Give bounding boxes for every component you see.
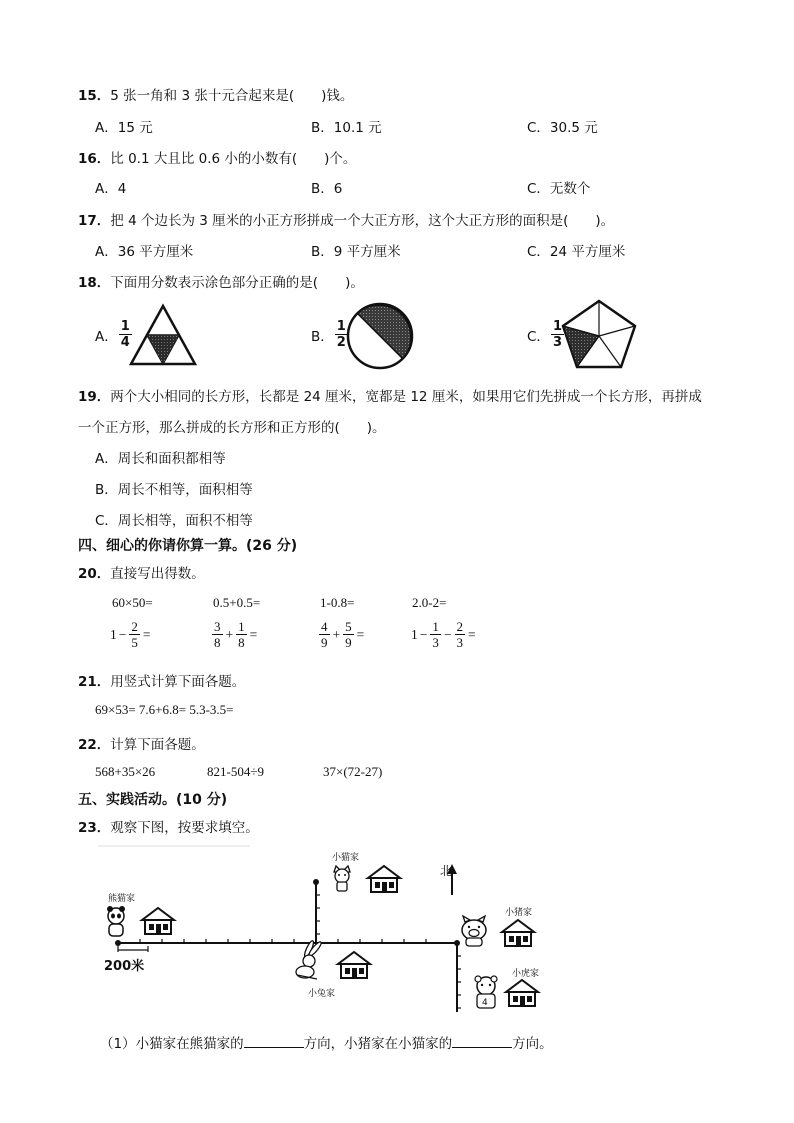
q20-f3-numerator-1: 4 <box>321 619 328 634</box>
q17-option-b[interactable]: B．9 平方厘米 <box>311 244 401 260</box>
map-label-panda: 熊猫家 <box>108 894 136 904</box>
panda-icon <box>107 906 125 936</box>
section-4-heading: 四、细心的你请你算一算。(26 分) <box>78 538 298 554</box>
q18-c-denominator: 3 <box>552 335 562 350</box>
q21-stem <box>78 670 245 690</box>
tiger-icon <box>475 976 497 1008</box>
q18-triangle-figure <box>128 303 198 367</box>
q20-f3-operator: + <box>332 626 341 642</box>
q20-calc-4: 2.0-2= <box>412 595 447 610</box>
q20-f4-denominator-2: 3 <box>456 635 463 650</box>
q18-pentagon-figure <box>560 298 638 370</box>
q20-f4-denominator-1: 3 <box>432 635 439 650</box>
q16-stem <box>78 147 356 167</box>
cat-icon <box>334 866 350 891</box>
tiger-house-icon <box>506 980 538 1006</box>
q20-f4-numerator-2: 2 <box>456 619 463 634</box>
q21-calcs: 69×53= 7.6+6.8= 5.3-3.5= <box>95 702 234 717</box>
q20-fraction-calc-2 <box>211 620 259 649</box>
q18-option-a-letter: A． <box>95 328 118 345</box>
q20-f1-numerator: 2 <box>131 619 138 634</box>
q22-number: 22． <box>78 737 111 753</box>
q16-number: 16． <box>78 151 111 167</box>
rabbit-house-icon <box>338 952 370 978</box>
q20-f1-whole: 1 <box>110 626 117 642</box>
q20-stem <box>78 562 205 582</box>
q19-option-b[interactable]: B．周长不相等，面积相等 <box>95 482 253 498</box>
svg-text:4: 4 <box>482 998 488 1008</box>
q18-circle-figure <box>345 301 415 371</box>
q22-item-3: 37×(72-27) <box>323 764 383 779</box>
map-label-rabbit: 小兔家 <box>308 989 336 999</box>
q18-number: 18． <box>78 275 111 291</box>
q23-stem <box>78 816 259 836</box>
pig-house-icon <box>502 920 534 946</box>
q20-f3-equals: = <box>356 626 365 642</box>
q20-f1-operator: − <box>118 626 127 642</box>
q20-f4-equals: = <box>468 626 476 642</box>
q19-stem-line2: 一个正方形，那么拼成的长方形和正方形的( )。 <box>78 420 386 436</box>
q19-number: 19． <box>78 389 111 405</box>
map-label-cat: 小猫家 <box>332 853 360 863</box>
q19-option-a[interactable]: A．周长和面积都相等 <box>95 451 226 467</box>
q16-option-a[interactable]: A．4 <box>95 181 127 197</box>
q20-calc-2: 0.5+0.5= <box>213 595 261 610</box>
q23-sub1-blank-1[interactable] <box>244 1035 304 1048</box>
q23-sub1 <box>100 1032 553 1052</box>
q23-sub1-part-a: （1）小猫家在熊猫家的 <box>100 1036 244 1052</box>
q15-text: 5 张一角和 3 张十元合起来是( )钱。 <box>110 88 354 104</box>
section-5-heading: 五、实践活动。(10 分) <box>78 792 228 808</box>
q16-text: 比 0.1 大且比 0.6 小的小数有( )个。 <box>110 151 357 167</box>
q17-option-c[interactable]: C．24 平方厘米 <box>527 244 626 260</box>
q20-f3-denominator-1: 9 <box>321 635 328 650</box>
q18-c-numerator: 1 <box>552 319 562 334</box>
q16-option-b[interactable]: B．6 <box>311 181 343 197</box>
q17-text: 把 4 个边长为 3 厘米的小正方形拼成一个大正方形，这个大正方形的面积是( )。 <box>110 213 615 229</box>
q15-option-c[interactable]: C．30.5 元 <box>527 120 598 136</box>
q20-text: 直接写出得数。 <box>110 566 205 582</box>
q20-f4-operator-2: − <box>443 626 452 642</box>
q20-fraction-calc-1 <box>110 620 153 649</box>
q17-number: 17． <box>78 213 111 229</box>
q20-f2-denominator-1: 8 <box>214 635 221 650</box>
q20-f2-denominator-2: 8 <box>238 635 245 650</box>
cat-house-icon <box>368 866 400 892</box>
q18-text: 下面用分数表示涂色部分正确的是( )。 <box>110 275 364 291</box>
q20-calc-3: 1-0.8= <box>320 595 355 610</box>
q20-f2-operator: + <box>225 626 234 642</box>
q20-fraction-calc-3 <box>318 620 366 649</box>
q18-a-numerator: 1 <box>120 319 130 334</box>
q20-f2-equals: = <box>249 626 258 642</box>
map-scale-label: 200米 <box>104 959 145 974</box>
q23-sub1-part-c: 方向。 <box>512 1036 553 1052</box>
q23-sub1-blank-2[interactable] <box>452 1035 512 1048</box>
panda-house-icon <box>142 908 174 934</box>
q18-b-denominator: 2 <box>336 335 346 350</box>
q15-stem <box>78 84 353 104</box>
q20-f1-denominator: 5 <box>131 635 138 650</box>
q19-text-line1: 两个大小相同的长方形，长都是 24 厘米，宽都是 12 厘米，如果用它们先拼成一个长方形，再拼成 <box>110 389 702 405</box>
q20-f2-numerator-2: 1 <box>238 619 245 634</box>
pig-icon <box>462 916 486 946</box>
q20-f4-operator-1: − <box>419 626 428 642</box>
q15-option-a[interactable]: A．15 元 <box>95 120 153 136</box>
map-label-tiger: 小虎家 <box>512 969 540 979</box>
q21-text: 用竖式计算下面各题。 <box>110 674 246 690</box>
q18-a-denominator: 4 <box>120 335 130 350</box>
q20-f3-denominator-2: 9 <box>345 635 352 650</box>
q20-number: 20． <box>78 566 111 582</box>
q18-stem <box>78 271 364 291</box>
q22-item-1: 568+35×26 <box>95 764 156 779</box>
q22-stem <box>78 733 205 753</box>
q23-number: 23． <box>78 820 111 836</box>
q19-stem-line1 <box>78 385 702 405</box>
q23-sub1-part-b: 方向，小猪家在小猫家的 <box>303 1036 453 1052</box>
q16-option-c[interactable]: C．无数个 <box>527 181 591 197</box>
q22-text: 计算下面各题。 <box>110 737 205 753</box>
q18-b-numerator: 1 <box>336 319 346 334</box>
q20-f2-numerator-1: 3 <box>214 619 221 634</box>
q18-option-b[interactable] <box>311 320 349 349</box>
q17-stem <box>78 209 614 229</box>
q22-item-2: 821-504÷9 <box>207 764 264 779</box>
map-label-pig: 小猪家 <box>505 908 533 918</box>
q20-f1-equals: = <box>142 626 151 642</box>
q20-calc-1: 60×50= <box>112 595 153 610</box>
q20-f3-numerator-2: 5 <box>345 619 352 634</box>
q15-number: 15． <box>78 88 111 104</box>
q15-option-b[interactable]: B．10.1 元 <box>311 120 382 136</box>
q18-option-b-letter: B． <box>311 328 334 345</box>
q21-number: 21． <box>78 674 111 690</box>
q18-option-c-letter: C． <box>527 328 550 345</box>
q20-fraction-calc-4 <box>411 620 478 649</box>
q23-text: 观察下图，按要求填空。 <box>110 820 259 836</box>
map-label-north: 北 <box>440 864 453 878</box>
rabbit-icon <box>296 940 323 979</box>
q17-option-a[interactable]: A．36 平方厘米 <box>95 244 194 260</box>
q20-f4-whole: 1 <box>411 626 418 642</box>
q20-f4-numerator-1: 1 <box>432 619 439 634</box>
q19-option-c[interactable]: C．周长相等，面积不相等 <box>95 513 253 529</box>
